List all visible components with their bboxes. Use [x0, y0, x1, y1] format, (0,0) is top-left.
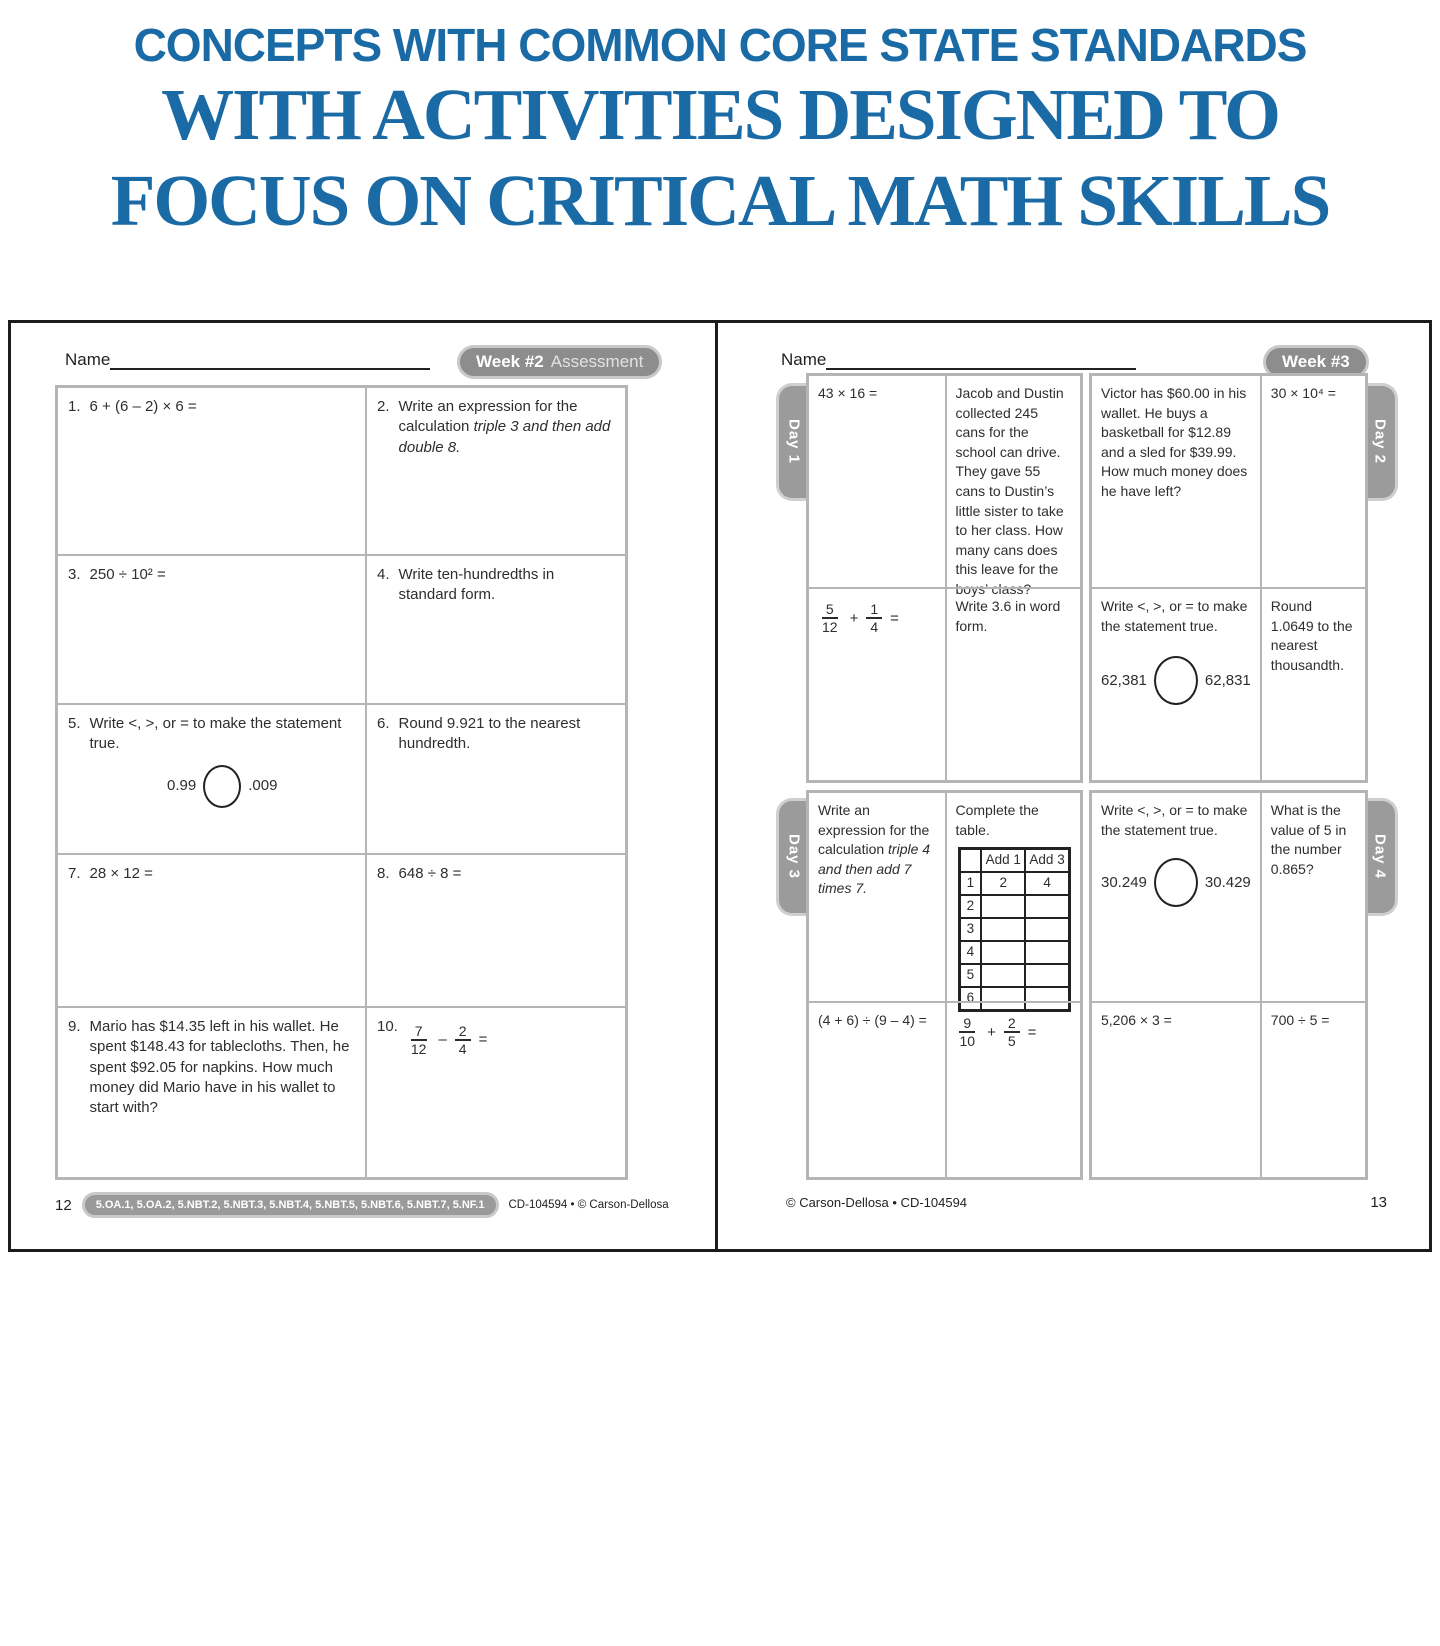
problem-text-plain: Write an expression for the calculation	[398, 398, 578, 436]
fraction	[818, 601, 842, 635]
week-badge-subtitle: Assessment	[550, 352, 644, 371]
name-label: Name	[781, 350, 827, 369]
fraction-numerator: 2	[1004, 1015, 1020, 1033]
fraction-denominator: 5	[1007, 1033, 1016, 1050]
cell-r3c2	[945, 793, 1081, 1006]
problem-10-cell	[365, 1006, 625, 1177]
cell-r3c1	[809, 793, 945, 1001]
problem-text: Write <, >, or = to make the statement true.	[1101, 802, 1248, 838]
problem-text: 28 × 12 =	[89, 865, 153, 882]
table-row: 3	[959, 918, 1070, 941]
comparison-left-value: 62,381	[1101, 672, 1147, 690]
problem-5-cell	[58, 703, 365, 853]
page-number: 13	[1370, 1194, 1387, 1211]
problem-9-cell	[58, 1006, 365, 1177]
table-row: 5	[959, 964, 1070, 987]
problem-text: Round 9.921 to the nearest hundredth.	[398, 715, 581, 753]
copyright-text: © Carson-Dellosa • CD-104594	[786, 1195, 968, 1210]
problem-text: 6 + (6 – 2) × 6 =	[89, 398, 197, 415]
problem-text-plain: Write <, >, or = to make the statement true.	[89, 715, 342, 753]
problem-number: 4.	[377, 566, 390, 583]
cell-r4c2	[945, 1001, 1081, 1177]
cell-r3c4: What is the value of 5 in the number 0.865?	[1260, 793, 1365, 1001]
day-3-tab: Day 3	[776, 798, 809, 916]
left-page-footer	[55, 1192, 669, 1218]
cell-r2c1	[809, 587, 945, 780]
problem-number: 7.	[68, 865, 81, 882]
fraction-denominator: 4	[870, 619, 879, 636]
day-4-tab: Day 4	[1365, 798, 1398, 916]
worksheet-spread	[8, 320, 1432, 1252]
fraction-denominator: 12	[822, 619, 838, 636]
copyright-text: CD-104594 • © Carson-Dellosa	[508, 1199, 669, 1211]
problem-number: 6.	[377, 715, 390, 732]
fraction-numerator: 7	[411, 1023, 427, 1041]
problem-8-cell	[365, 853, 625, 1006]
cell-r4c4: 700 ÷ 5 =	[1260, 1001, 1365, 1177]
comparison-row	[1101, 858, 1251, 907]
name-line	[826, 349, 1136, 370]
problem-text-plain: Write an expression for the calculation	[818, 802, 930, 858]
fraction-expression	[407, 1023, 487, 1057]
problem-text: Write <, >, or = to make the statement true.	[1101, 598, 1248, 634]
day-2-tab: Day 2	[1365, 383, 1398, 501]
comparison-circle	[1154, 858, 1198, 907]
name-row	[65, 349, 430, 370]
fraction-denominator: 12	[410, 1041, 427, 1058]
name-row	[781, 349, 1136, 370]
table-row: 2	[959, 895, 1070, 918]
problem-3-cell	[58, 554, 365, 703]
name-label: Name	[65, 350, 111, 369]
operator: +	[987, 1023, 996, 1041]
problem-text-italic: triple 3 and then add double 8.	[398, 418, 611, 456]
day2-block	[1089, 373, 1368, 783]
cell-r2c2: Write 3.6 in word form.	[945, 587, 1081, 780]
day1-block	[806, 373, 1083, 783]
week-badge	[457, 345, 662, 379]
comparison-right-value: 62,831	[1204, 672, 1251, 690]
comparison-right-value: 30.429	[1204, 874, 1251, 892]
problem-text-italic: triple 4 and then add 7 times 7.	[818, 841, 931, 897]
standards-badge: 5.OA.1, 5.OA.2, 5.NBT.2, 5.NBT.3, 5.NBT.4, 5.NBT.5, 5.NBT.6, 5.NBT.7, 5.NF.1	[82, 1192, 499, 1218]
problem-text	[399, 397, 615, 458]
cell-r1c1: 43 × 16 =	[818, 385, 878, 401]
fraction-denominator: 4	[458, 1041, 467, 1058]
problem-4-cell	[365, 554, 625, 703]
table-title: Complete the table.	[955, 802, 1039, 838]
headline-line2: WITH ACTIVITIES DESIGNED TO	[161, 74, 1279, 155]
equals-sign: =	[1027, 1023, 1037, 1041]
fraction-denominator: 10	[959, 1033, 976, 1050]
problem-number: 10.	[377, 1018, 398, 1035]
fraction-numerator: 9	[959, 1015, 975, 1033]
name-line	[110, 349, 430, 370]
cell-r4c1: (4 + 6) ÷ (9 – 4) =	[809, 1001, 945, 1177]
day3-block	[806, 790, 1083, 1180]
cell-r4c3: 5,206 × 3 =	[1092, 1001, 1260, 1177]
cell-r2c4: Round 1.0649 to the nearest thousandth.	[1260, 587, 1365, 780]
problem-number: 9.	[68, 1018, 81, 1035]
day-1-tab: Day 1	[776, 383, 809, 501]
comparison-row	[1101, 656, 1251, 705]
complete-the-table	[958, 847, 1072, 1012]
operator: +	[849, 609, 859, 627]
problem-number: 8.	[377, 865, 390, 882]
fraction-expression	[956, 1015, 1037, 1049]
headline-serif	[0, 72, 1440, 244]
fraction-numerator: 2	[455, 1023, 471, 1041]
fraction	[407, 1023, 431, 1057]
equals-sign: =	[478, 1030, 488, 1048]
page-left	[11, 323, 718, 1249]
fraction-numerator: 1	[866, 601, 882, 619]
cell-r3c3	[1092, 793, 1260, 1001]
table-row: 1 2 4	[959, 872, 1070, 895]
problem-number: 2.	[377, 398, 390, 415]
cell-r1c3: Victor has $60.00 in his wallet. He buys a basketball for $12.89 and a sled for $39.99. How much money does he have left?	[1101, 385, 1248, 499]
comparison-row	[90, 765, 355, 808]
fraction	[956, 1015, 980, 1049]
comparison-circle	[1154, 656, 1198, 705]
week-badge-title: Week #2	[476, 352, 544, 371]
fraction	[455, 1023, 471, 1057]
problem-text: Write ten-hundredths in standard form.	[398, 566, 555, 604]
comparison-left-value: 0.99	[167, 776, 197, 794]
comparison-right-value: .009	[248, 776, 278, 794]
week-badge-title: Week #3	[1282, 352, 1350, 371]
problem-text	[90, 714, 355, 808]
table-row: 4	[959, 941, 1070, 964]
problem-1-cell	[58, 388, 365, 554]
problem-2-cell	[365, 388, 625, 554]
problem-text: 648 ÷ 8 =	[398, 865, 462, 882]
operator: –	[438, 1030, 447, 1048]
table-header-row: Add 1 Add 3	[959, 849, 1070, 873]
right-page-footer	[786, 1194, 1387, 1211]
fraction-numerator: 5	[822, 601, 838, 619]
fraction-expression	[818, 601, 899, 635]
day4-block	[1089, 790, 1368, 1180]
problem-number: 1.	[68, 398, 81, 415]
cell-r2c3	[1092, 587, 1260, 780]
problem-text: 250 ÷ 10² =	[89, 566, 166, 583]
table-row: 6	[959, 987, 1070, 1011]
fraction	[866, 601, 882, 635]
problem-text	[407, 1017, 615, 1057]
cell-r1c2: Jacob and Dustin collected 245 cans for the school can drive. They gave 55 cans to Dustin’s little sister to take to her class. How many cans does this leave for the boys’ class?	[945, 376, 1081, 587]
problem-number: 3.	[68, 566, 81, 583]
page-number: 12	[55, 1196, 72, 1214]
headline-line1: CONCEPTS WITH COMMON CORE STATE STANDARDS	[133, 19, 1307, 71]
problem-text: Mario has $14.35 left in his wallet. He spent $148.43 for tablecloths. Then, he spent $92.05 for napkins. How much money did Mario have in his wallet to start with?	[89, 1018, 350, 1116]
fraction	[1004, 1015, 1020, 1049]
assessment-grid	[55, 385, 628, 1180]
problem-6-cell	[365, 703, 625, 853]
headline-line3: FOCUS ON CRITICAL MATH SKILLS	[110, 160, 1330, 242]
cell-r1c4: 30 × 10⁴ =	[1260, 376, 1365, 587]
problem-7-cell	[58, 853, 365, 1006]
comparison-left-value: 30.249	[1101, 874, 1147, 892]
page-right	[718, 323, 1429, 1249]
problem-number: 5.	[68, 715, 81, 732]
comparison-circle	[203, 765, 241, 808]
equals-sign: =	[890, 609, 899, 627]
